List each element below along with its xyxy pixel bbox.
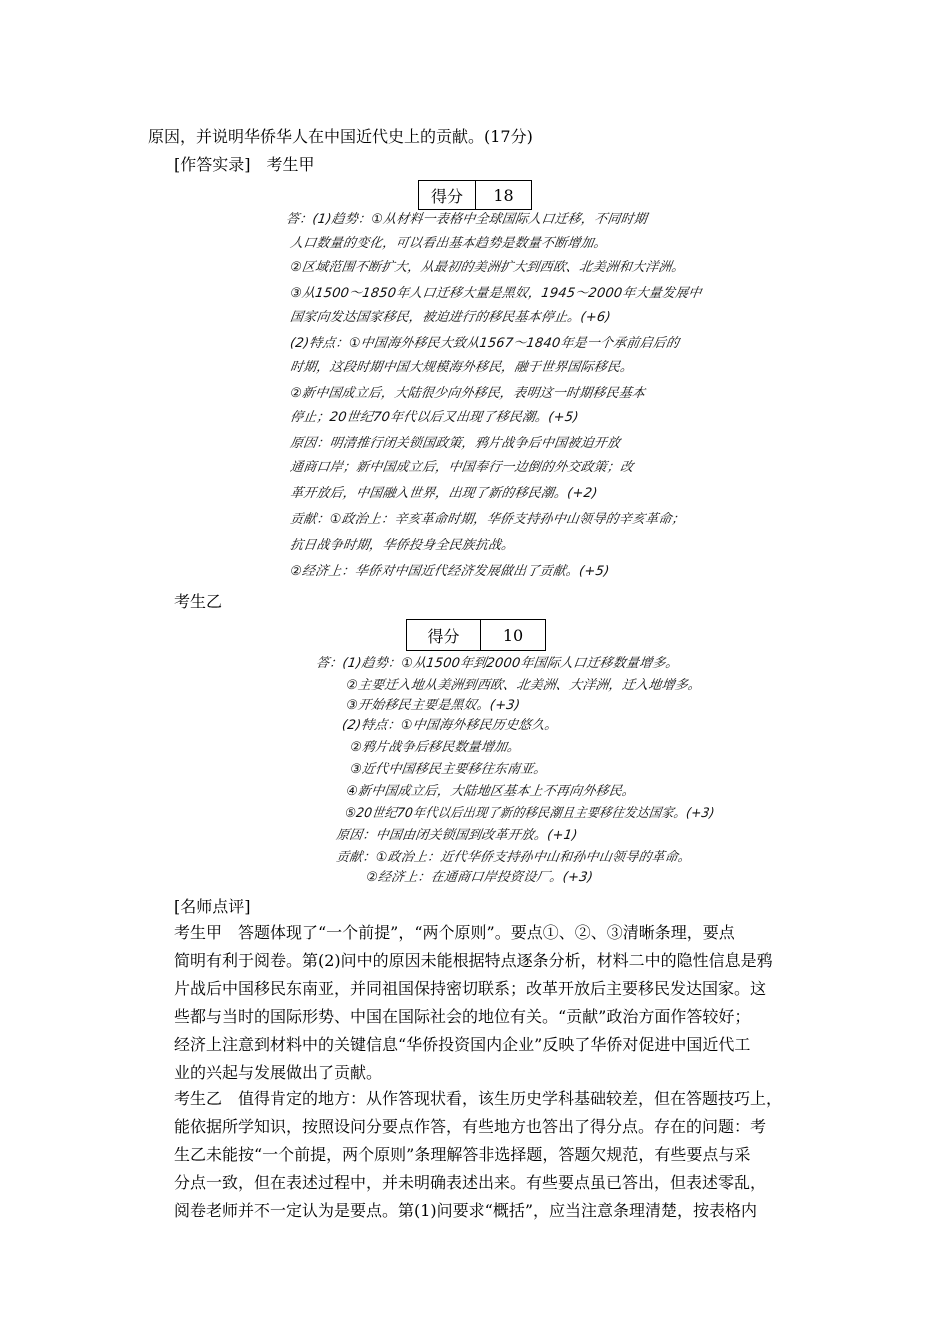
answer-line: ②区域范围不断扩大，从最初的美洲扩大到西欧、北美洲和大洋洲。 (289, 260, 686, 275)
answer-line: 通商口岸；新中国成立后，中国奉行一边倒的外交政策；改 (289, 460, 635, 475)
comment-line: 简明有利于阅卷。第(2)问中的原因未能根据特点逐条分析，材料二中的隐性信息是鸦 (174, 951, 773, 970)
comment-line: 分点一致，但在表述过程中，并未明确表述出来。有些要点虽已答出，但表述零乱， (174, 1173, 767, 1192)
comment-line: 生乙未能按“一个前提，两个原则”条理解答非选择题，答题欠规范，有些要点与采 (174, 1145, 751, 1164)
answer-line: (2)特点：①中国海外移民历史悠久。 (341, 718, 559, 733)
student-a-handwritten-answer (286, 212, 706, 584)
comment-line: 经济上注意到材料中的关键信息“华侨投资国内企业”反映了华侨对促进中国近代工 (174, 1035, 751, 1054)
answer-line: 国家向发达国家移民，被迫进行的移民基本停止。(+6) (289, 310, 612, 325)
score-value: 18 (475, 181, 531, 209)
answer-line: 原因：中国由闭关锁国到改革开放。(+1) (335, 828, 579, 843)
answer-line: 抗日战争时期，华侨投身全民族抗战。 (289, 538, 516, 553)
comment-line: 片战后中国移民东南亚，并同祖国保持密切联系；改革开放后主要移民发达国家。这 (174, 979, 767, 998)
answer-line: ③从1500～1850年人口迁移大量是黑奴，1945～2000年大量发展中 (289, 286, 703, 301)
score-label: 得分 (427, 626, 460, 646)
student-b-label: 考生乙 (174, 592, 223, 611)
score-value: 10 (480, 620, 545, 650)
answer-line: ③近代中国移民主要移往东南亚。 (349, 762, 548, 777)
answer-line: ②新中国成立后，大陆很少向外移民，表明这一时期移民基本 (289, 386, 647, 401)
answer-line: 贡献：①政治上：辛亥革命时期，华侨支持孙中山领导的辛亥革命； (289, 512, 686, 527)
answer-line: 停止；20世纪70年代以后又出现了移民潮。(+5) (289, 410, 580, 425)
comment-line: 阅卷老师并不一定认为是要点。第(1)问要求“概括”，应当注意条理清楚，按表格内 (174, 1201, 758, 1220)
comment-line: 考生乙 值得肯定的地方：从作答现状看，该生历史学科基础较差，但在答题技巧上， (174, 1089, 783, 1108)
answer-line: ②主要迁入地从美洲到西欧、北美洲、大洋洲，迁入地增多。 (345, 678, 703, 693)
student-a-score-box (418, 180, 532, 210)
answer-line: 答：(1)趋势：①从1500年到2000年国际人口迁移数量增多。 (315, 656, 680, 671)
answer-line: ②鸦片战争后移民数量增加。 (349, 740, 522, 755)
answer-line: 答：(1)趋势：①从材料一表格中全球国际人口迁移，不同时期 (285, 212, 648, 227)
answer-line: ③开始移民主要是黑奴。(+3) (345, 698, 522, 713)
answer-line: ④新中国成立后，大陆地区基本上不再向外移民。 (345, 784, 637, 799)
answer-line: ②经济上：华侨对中国近代经济发展做出了贡献。(+5) (289, 564, 611, 579)
answer-line: 时期，这段时期中国大规模海外移民，融于世界国际移民。 (289, 360, 635, 375)
question-tail: 原因，并说明华侨华人在中国近代史上的贡献。(17分) (148, 127, 533, 146)
answer-line: 革开放后，中国融入世界，出现了新的移民潮。(+2) (289, 486, 599, 501)
answer-line: 贡献：①政治上：近代华侨支持孙中山和孙中山领导的革命。 (335, 850, 693, 865)
student-b-score-box (406, 619, 546, 651)
comment-line: 些都与当时的国际形势、中国在国际社会的地位有关。“贡献”政治方面作答较好； (174, 1007, 751, 1026)
comment-line: 业的兴起与发展做出了贡献。 (174, 1063, 383, 1082)
comment-heading: [名师点评] (174, 897, 251, 916)
comment-line: 考生甲 答题体现了“一个前提”，“两个原则”。要点①、②、③清晰条理，要点 (174, 923, 735, 942)
comment-line: 能依据所学知识，按照设问分要点作答，有些地方也答出了得分点。存在的问题：考 (174, 1117, 767, 1136)
score-label: 得分 (430, 186, 463, 206)
answer-line: 人口数量的变化，可以看出基本趋势是数量不断增加。 (289, 236, 608, 251)
answer-line: ②经济上：在通商口岸投资设厂。(+3) (365, 870, 594, 885)
record-heading: [作答实录] 考生甲 (174, 155, 315, 174)
answer-line: 原因：明清推行闭关锁国政策，鸦片战争后中国被迫开放 (289, 436, 622, 451)
answer-line: (2)特点：①中国海外移民大致从1567～1840年是一个承前启后的 (289, 336, 681, 351)
student-b-handwritten-answer (316, 656, 716, 886)
answer-line: ⑤20世纪70年代以后出现了新的移民潮且主要移往发达国家。(+3) (343, 806, 716, 821)
